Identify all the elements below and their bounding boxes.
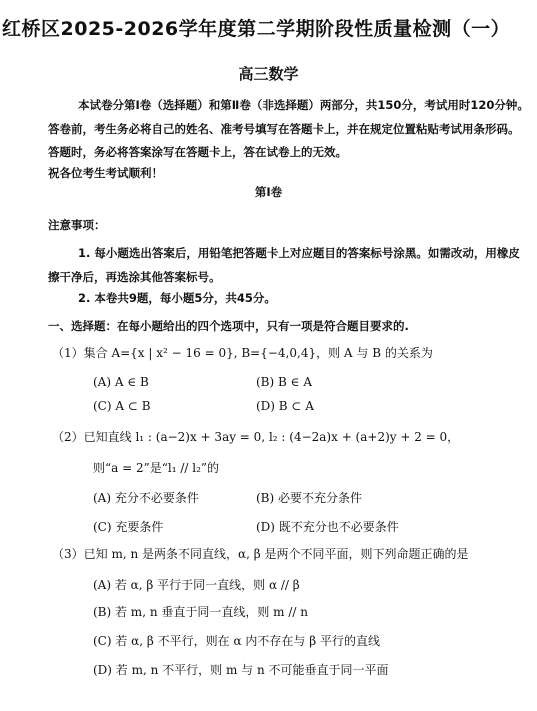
question-2-stem: （2）已知直线 l₁ : (a−2)x + 3ay = 0, l₂ : (4−2a)x + (a+2)y + 2 = 0， xyxy=(52,430,460,444)
question-1-option-b: (B) B ∈ A xyxy=(256,375,312,389)
question-3-stem: （3）已知 m, n 是两条不同直线，α, β 是两个不同平面，则下列命题正确的是 xyxy=(52,547,469,561)
question-2-option-d: (D) 既不充分也不必要条件 xyxy=(256,520,399,534)
question-3-option-c: (C) 若 α, β 不平行，则在 α 内不存在与 β 平行的直线 xyxy=(93,634,380,648)
notice-item-1: 1. 每小题选出答案后，用铅笔把答题卡上对应题目的答案标号涂黑。如需改动，用橡皮 xyxy=(78,246,520,260)
question-3-option-a: (A) 若 α, β 平行于同一直线，则 α // β xyxy=(93,578,300,592)
question-1-option-a: (A) A ∈ B xyxy=(93,375,149,389)
question-2-option-c: (C) 充要条件 xyxy=(93,520,164,534)
notice-heading: 注意事项： xyxy=(48,218,106,232)
intro-line-3: 答题时，务必将答案涂写在答题卡上，答在试卷上的无效。 xyxy=(48,145,347,159)
question-1-option-d: (D) B ⊂ A xyxy=(256,399,314,413)
exam-title: 红桥区2025-2026学年度第二学期阶段性质量检测（一） xyxy=(2,18,511,40)
question-1-option-c: (C) A ⊂ B xyxy=(93,399,151,413)
section-heading: 一、选择题：在每小题给出的四个选项中，只有一项是符合题目要求的. xyxy=(48,319,409,333)
part-label: 第Ⅰ卷 xyxy=(254,185,283,199)
question-3-option-d: (D) 若 m, n 不平行，则 m 与 n 不可能垂直于同一平面 xyxy=(93,663,389,677)
intro-line-2: 答卷前，考生务必将自己的姓名、准考号填写在答题卡上，并在规定位置粘贴考试用条形码。 xyxy=(48,122,520,136)
question-2-option-b: (B) 必要不充分条件 xyxy=(256,491,362,505)
question-1-stem: （1）集合 A={x | x² − 16 = 0}, B={−4,0,4}，则 A 与 B 的关系为 xyxy=(52,346,433,360)
question-3-option-b: (B) 若 m, n 垂直于同一直线，则 m // n xyxy=(93,605,308,619)
notice-item-1-cont: 擦干净后，再选涂其他答案标号。 xyxy=(48,270,221,284)
question-2-option-a: (A) 充分不必要条件 xyxy=(93,491,199,505)
subject-title: 高三数学 xyxy=(238,65,299,83)
notice-item-2: 2. 本卷共9题，每小题5分，共45分。 xyxy=(78,291,276,305)
intro-line-4: 祝各位考生考试顺利！ xyxy=(48,166,163,180)
intro-line-1: 本试卷分第Ⅰ卷（选择题）和第Ⅱ卷（非选择题）两部分，共150分，考试用时120分钟。 xyxy=(78,98,529,112)
question-2-stem-cont: 则“a = 2”是“l₁ // l₂”的 xyxy=(93,461,220,475)
